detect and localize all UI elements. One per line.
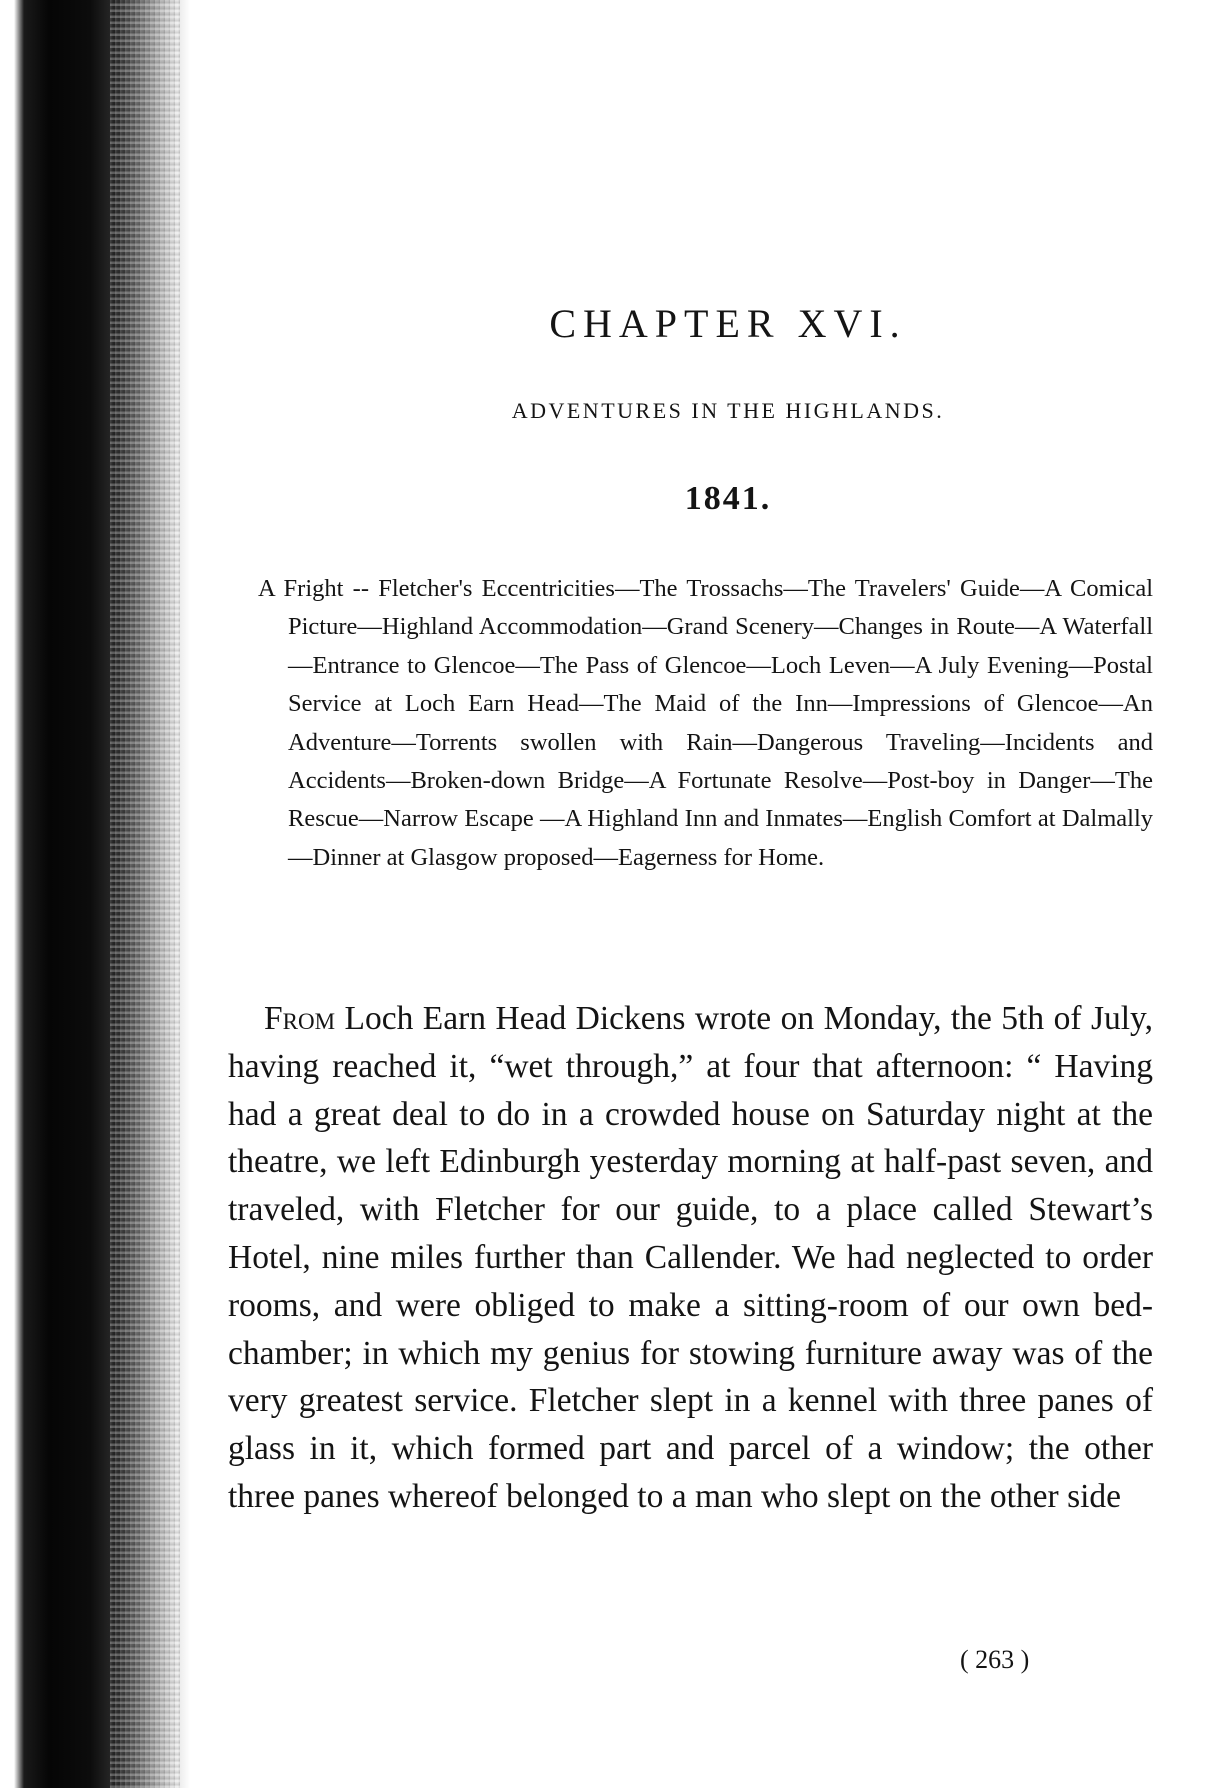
- body-paragraph: [228, 995, 1153, 1521]
- chapter-year: 1841.: [684, 480, 772, 517]
- chapter-subtitle: ADVENTURES IN THE HIGHLANDS.: [511, 398, 945, 423]
- body-text: Loch Earn Head Dickens wrote on Monday, the 5th of July, having reached it, “wet through,” at four that afternoon: “ Having had a great deal to do in a crowded house on Saturday night at the theatre, we left Edinburgh yesterday morning at half-past seven, and traveled, with Fletcher for our guide, to a place called Stewart’s Hotel, nine miles further than Callender. We had neglected to order rooms, and were obliged to make a sitting-room of our own bed-chamber; in which my genius for stowing furniture away was of the very greatest service. Fletcher slept in a kennel with three panes of glass in it, which formed part and parcel of a window; the other three panes whereof belonged to a man who slept on the other side: [228, 1000, 1153, 1515]
- page-number: ( 263 ): [960, 1645, 1030, 1674]
- scan-speckle: [110, 0, 180, 1788]
- chapter-synopsis: A Fright -- Fletcher's Eccentricities—The Trossachs—The Travelers' Guide—A Comical Picture—Highland Accommodation—Grand Scenery—Changes in Route—A Waterfall—Entrance to Glencoe—The Pass of Glencoe—Loch Leven—A July Evening—Postal Service at Loch Earn Head—The Maid of the Inn—Impressions of Glencoe—An Adventure—Torrents swollen with Rain—Dangerous Traveling—Incidents and Accidents—Broken-down Bridge—A Fortunate Resolve—Post-boy in Danger—The Rescue—Narrow Escape —A Highland Inn and Inmates—English Comfort at Dalmally—Dinner at Glasgow proposed—Eagerness for Home.: [258, 575, 1153, 871]
- chapter-title: CHAPTER XVI.: [549, 301, 907, 346]
- lead-word: From: [264, 1000, 336, 1037]
